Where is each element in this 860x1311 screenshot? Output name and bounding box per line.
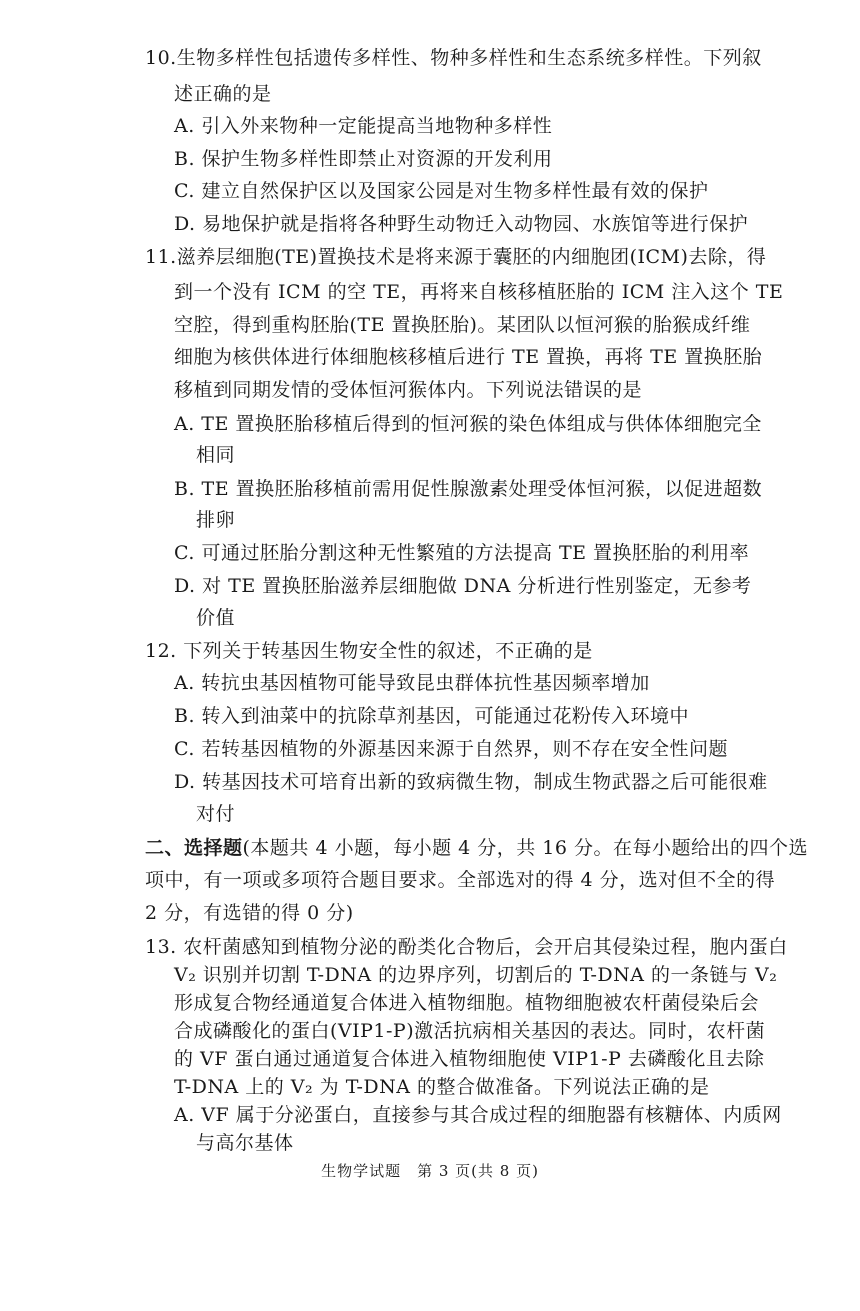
section-2-instructions-line-1: (本题共 4 小题，每小题 4 分，共 16 分。在每小题给出的四个选 <box>242 837 809 859</box>
q11-option-a-line-2: 相同 <box>196 444 236 466</box>
page-footer: 生物学试题 第 3 页(共 8 页) <box>321 1162 539 1180</box>
q11-stem-line-1: 11.滋养层细胞(TE)置换技术是将来源于囊胚的内细胞团(ICM)去除，得 <box>145 246 767 268</box>
q12-option-d-line-1: D. 转基因技术可培育出新的致病微生物，制成生物武器之后可能很难 <box>174 771 768 793</box>
q13-stem-line-5: 的 VF 蛋白通过通道复合体进入植物细胞使 VIP1-P 去磷酸化且去除 <box>174 1048 765 1070</box>
section-2-title: 二、选择题 <box>145 837 243 859</box>
q10-option-b: B. 保护生物多样性即禁止对资源的开发利用 <box>174 148 553 170</box>
q10-option-d: D. 易地保护就是指将各种野生动物迁入动物园、水族馆等进行保护 <box>174 213 749 235</box>
q12-stem: 12. 下列关于转基因生物安全性的叙述，不正确的是 <box>145 640 593 662</box>
q11-stem-line-5: 移植到同期发情的受体恒河猴体内。下列说法错误的是 <box>174 379 643 401</box>
q12-option-c: C. 若转基因植物的外源基因来源于自然界，则不存在安全性问题 <box>174 738 728 760</box>
q13-stem-line-2: V₂ 识别并切割 T-DNA 的边界序列，切割后的 T-DNA 的一条链与 V₂ <box>174 964 778 986</box>
section-2-heading <box>145 836 808 860</box>
q10-stem-line-1: 10.生物多样性包括遗传多样性、物种多样性和生态系统多样性。下列叙 <box>145 47 762 69</box>
q10-stem-line-2: 述正确的是 <box>174 83 272 105</box>
q11-stem-line-4: 细胞为核供体进行体细胞核移植后进行 TE 置换，再将 TE 置换胚胎 <box>174 346 763 368</box>
q13-stem-line-6: T-DNA 上的 V₂ 为 T-DNA 的整合做准备。下列说法正确的是 <box>174 1076 710 1098</box>
q12-option-a: A. 转抗虫基因植物可能导致昆虫群体抗性基因频率增加 <box>174 672 650 694</box>
q13-option-a-line-1: A. VF 属于分泌蛋白，直接参与其合成过程的细胞器有核糖体、内质网 <box>174 1104 782 1126</box>
q10-option-c: C. 建立自然保护区以及国家公园是对生物多样性最有效的保护 <box>174 180 709 202</box>
q11-option-a-line-1: A. TE 置换胚胎移植后得到的恒河猴的染色体组成与供体体细胞完全 <box>174 413 762 435</box>
q11-option-b-line-1: B. TE 置换胚胎移植前需用促性腺激素处理受体恒河猴，以促进超数 <box>174 478 763 500</box>
q11-option-b-line-2: 排卵 <box>196 509 236 531</box>
q13-stem-line-4: 合成磷酸化的蛋白(VIP1-P)激活抗病相关基因的表达。同时，农杆菌 <box>174 1020 766 1042</box>
q12-option-d-line-2: 对付 <box>196 803 236 825</box>
q11-option-c: C. 可通过胚胎分割这种无性繁殖的方法提高 TE 置换胚胎的利用率 <box>174 542 750 564</box>
q12-option-b: B. 转入到油菜中的抗除草剂基因，可能通过花粉传入环境中 <box>174 705 690 727</box>
q13-option-a-line-2: 与高尔基体 <box>196 1132 294 1154</box>
q11-stem-line-3: 空腔，得到重构胚胎(TE 置换胚胎)。某团队以恒河猴的胎猴成纤维 <box>174 314 751 336</box>
q13-stem-line-3: 形成复合物经通道复合体进入植物细胞。植物细胞被农杆菌侵染后会 <box>174 992 760 1014</box>
q11-option-d-line-1: D. 对 TE 置换胚胎滋养层细胞做 DNA 分析进行性别鉴定，无参考 <box>174 575 752 597</box>
q11-option-d-line-2: 价值 <box>196 607 236 629</box>
q11-stem-line-2: 到一个没有 ICM 的空 TE，再将来自核移植胚胎的 ICM 注入这个 TE <box>174 281 784 303</box>
q10-option-a: A. 引入外来物种一定能提高当地物种多样性 <box>174 115 553 137</box>
section-2-instructions-line-3: 2 分，有选错的得 0 分) <box>145 902 354 924</box>
section-2-instructions-line-2: 项中，有一项或多项符合题目要求。全部选对的得 4 分，选对但不全的得 <box>145 869 776 891</box>
q13-stem-line-1: 13. 农杆菌感知到植物分泌的酚类化合物后，会开启其侵染过程，胞内蛋白 <box>145 936 788 958</box>
